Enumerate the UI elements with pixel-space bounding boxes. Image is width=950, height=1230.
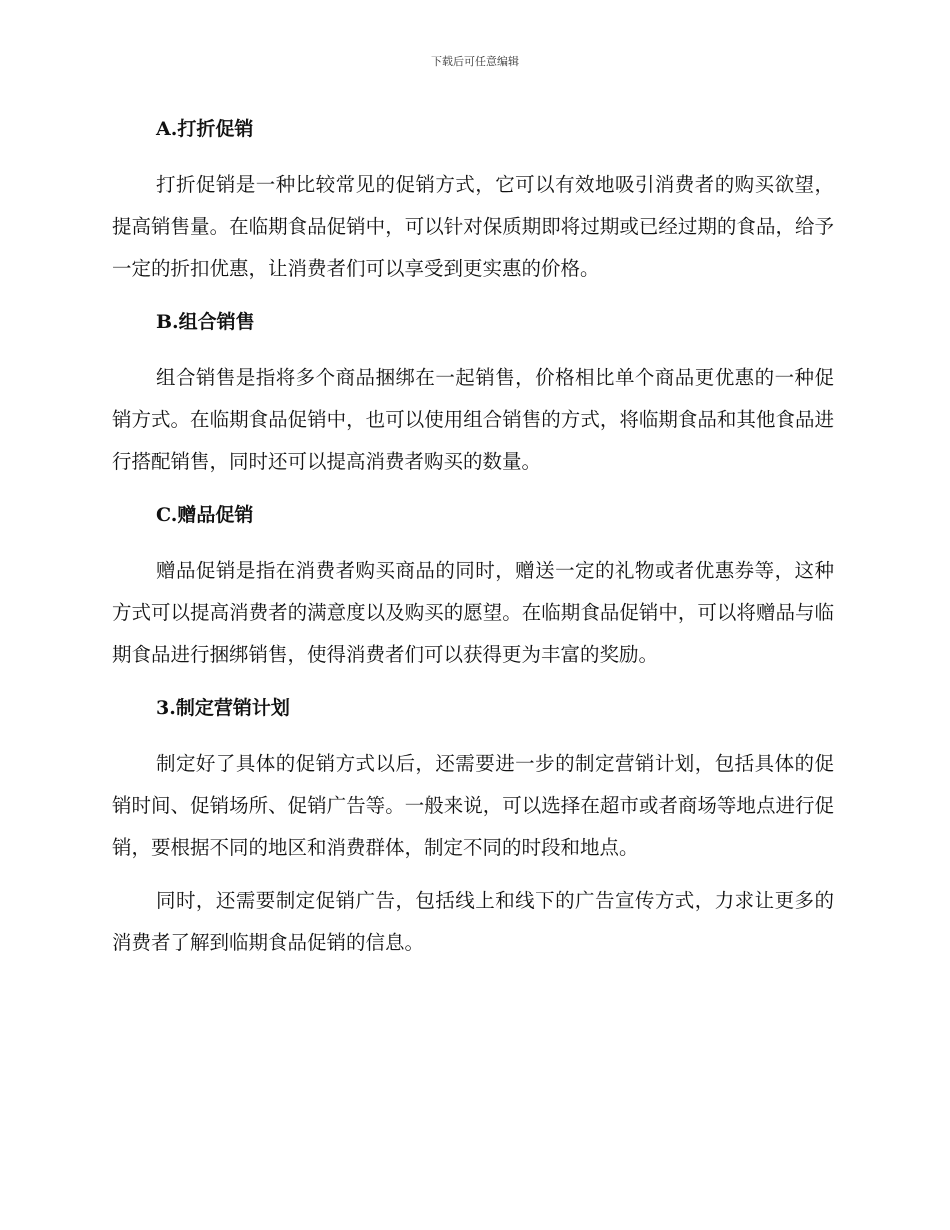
document-body <box>112 108 834 964</box>
section-heading-gift: C.赠品促销 <box>156 504 254 526</box>
section-heading-discount: A.打折促销 <box>156 118 254 140</box>
paragraph-bundle: 组合销售是指将多个商品捆绑在一起销售，价格相比单个商品更优惠的一种促销方式。在临期食品促销中，也可以使用组合销售的方式，将临期食品和其他食品进行搭配销售，同时还可以提高消费者购买的数量。 <box>112 366 834 473</box>
section-heading-marketing-plan: 3.制定营销计划 <box>156 697 290 719</box>
paragraph-gift: 赠品促销是指在消费者购买商品的同时，赠送一定的礼物或者优惠券等，这种方式可以提高消费者的满意度以及购买的愿望。在临期食品促销中，可以将赠品与临期食品进行捆绑销售，使得消费者们可以获得更为丰富的奖励。 <box>112 559 834 666</box>
section-heading-bundle: B.组合销售 <box>156 311 255 333</box>
paragraph-marketing-plan: 制定好了具体的促销方式以后，还需要进一步的制定营销计划，包括具体的促销时间、促销场所、促销广告等。一般来说，可以选择在超市或者商场等地点进行促销，要根据不同的地区和消费群体，制定不同的时段和地点。 <box>112 752 834 859</box>
paragraph-advertising: 同时，还需要制定促销广告，包括线上和线下的广告宣传方式，力求让更多的消费者了解到临期食品促销的信息。 <box>112 889 834 954</box>
page-header: 下载后可任意编辑 <box>431 55 519 68</box>
paragraph-discount: 打折促销是一种比较常见的促销方式，它可以有效地吸引消费者的购买欲望，提高销售量。在临期食品促销中，可以针对保质期即将过期或已经过期的食品，给予一定的折扣优惠，让消费者们可以享受到更实惠的价格。 <box>112 173 834 280</box>
